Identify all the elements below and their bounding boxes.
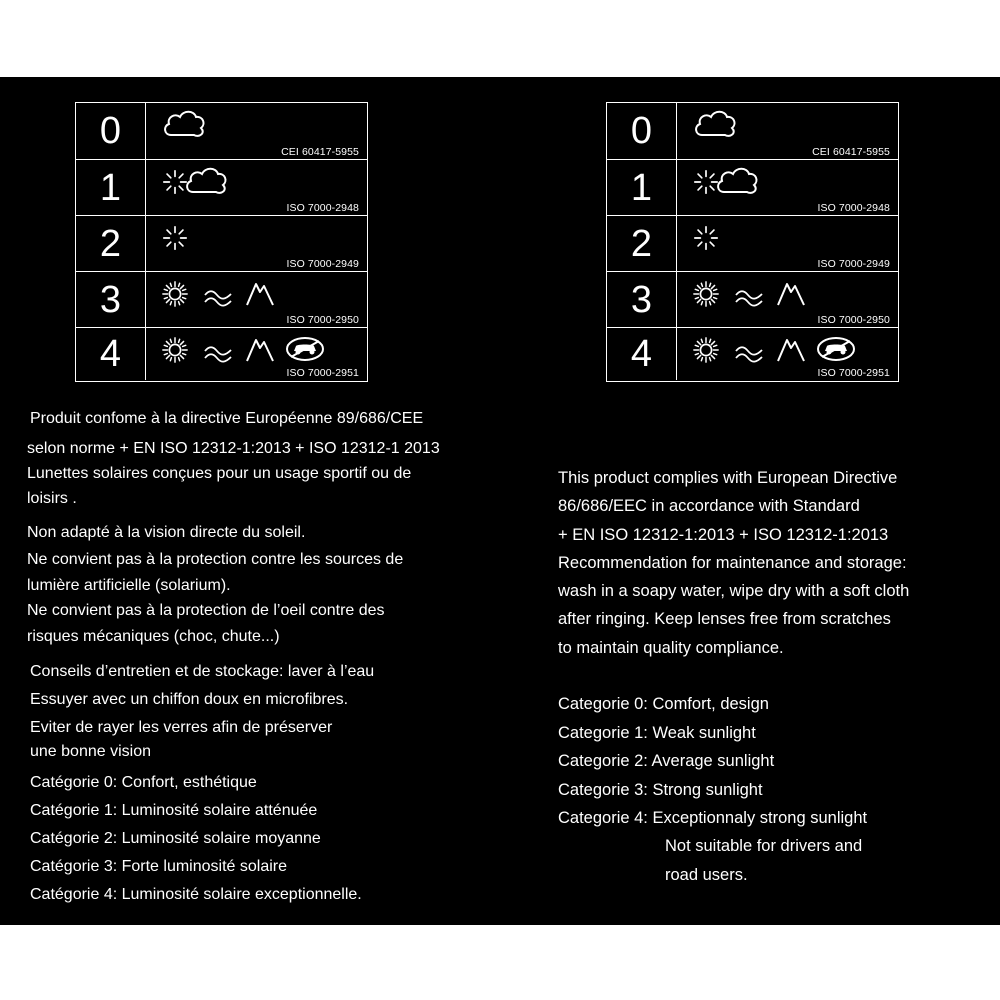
french-line: Catégorie 4: Luminosité solaire exceptionnelle. xyxy=(30,886,362,903)
cloud-icon xyxy=(692,109,738,139)
english-line: This product complies with European Directive xyxy=(558,469,898,487)
french-line: Non adapté à la vision directe du soleil. xyxy=(27,524,306,541)
english-line: Recommendation for maintenance and storage: xyxy=(558,554,907,572)
french-line: Produit confome à la directive Européenne 89/686/CEE xyxy=(30,410,424,427)
french-line: lumière artificielle (solarium). xyxy=(27,577,231,594)
instructions-panel xyxy=(0,77,1000,925)
sun-icon xyxy=(161,336,189,364)
english-line: Categorie 3: Strong sunlight xyxy=(558,781,763,799)
category-code: ISO 7000-2948 xyxy=(286,202,359,214)
category-row-2 xyxy=(76,215,367,271)
french-line: une bonne vision xyxy=(30,743,151,760)
category-row-4 xyxy=(607,327,898,380)
english-line: Categorie 0: Comfort, design xyxy=(558,695,769,713)
category-code: ISO 7000-2950 xyxy=(286,314,359,326)
french-line: Catégorie 1: Luminosité solaire atténuée xyxy=(30,802,318,819)
english-line: 86/686/EEC in accordance with Standard xyxy=(558,497,860,515)
category-number: 4 xyxy=(607,328,677,380)
water-icon xyxy=(203,343,233,363)
english-line: Categorie 1: Weak sunlight xyxy=(558,724,756,742)
water-icon xyxy=(203,287,233,307)
category-code: ISO 7000-2948 xyxy=(817,202,890,214)
english-line: road users. xyxy=(665,866,748,884)
category-number: 1 xyxy=(607,160,677,215)
category-row-4 xyxy=(76,327,367,380)
no-driving-icon xyxy=(816,336,856,362)
english-line: wash in a soapy water, wipe dry with a soft cloth xyxy=(558,582,910,600)
english-line: Categorie 4: Exceptionnaly strong sunlight xyxy=(558,809,868,827)
french-line: Ne convient pas à la protection contre les sources de xyxy=(27,551,404,568)
no-driving-icon xyxy=(285,336,325,362)
french-line: Catégorie 2: Luminosité solaire moyanne xyxy=(30,830,321,847)
category-code: ISO 7000-2949 xyxy=(817,258,890,270)
water-icon xyxy=(734,343,764,363)
category-table-english xyxy=(606,102,899,382)
category-number: 4 xyxy=(76,328,146,380)
category-row-1 xyxy=(607,159,898,215)
mountain-icon xyxy=(245,334,275,364)
sun-icon xyxy=(161,280,189,308)
french-line: Ne convient pas à la protection de l’oeil contre des xyxy=(27,602,385,619)
sun-icon xyxy=(692,280,720,308)
french-line: risques mécaniques (choc, chute...) xyxy=(27,628,280,645)
category-number: 3 xyxy=(76,272,146,327)
category-number: 3 xyxy=(607,272,677,327)
sun-icon xyxy=(692,336,720,364)
category-number: 0 xyxy=(76,103,146,159)
category-row-1 xyxy=(76,159,367,215)
category-code: ISO 7000-2951 xyxy=(286,367,359,379)
category-row-2 xyxy=(607,215,898,271)
french-line: selon norme + EN ISO 12312-1:2013 + ISO 12312-1 2013 xyxy=(27,440,440,457)
english-line: + EN ISO 12312-1:2013 + ISO 12312-1:2013 xyxy=(558,526,889,544)
french-line: loisirs . xyxy=(27,490,77,507)
english-line: Categorie 2: Average sunlight xyxy=(558,752,775,770)
french-line: Eviter de rayer les verres afin de préserver xyxy=(30,719,333,736)
category-code: CEI 60417-5955 xyxy=(281,146,359,158)
sun-rays-icon xyxy=(161,224,189,252)
english-line: Not suitable for drivers and xyxy=(665,837,863,855)
cloud-icon xyxy=(714,166,760,196)
category-code: ISO 7000-2951 xyxy=(817,367,890,379)
category-number: 2 xyxy=(76,216,146,271)
french-line: Essuyer avec un chiffon doux en microfibres. xyxy=(30,691,349,708)
category-row-3 xyxy=(607,271,898,327)
french-line: Catégorie 0: Confort, esthétique xyxy=(30,774,257,791)
category-row-3 xyxy=(76,271,367,327)
category-row-0 xyxy=(76,103,367,159)
mountain-icon xyxy=(776,334,806,364)
cloud-icon xyxy=(183,166,229,196)
category-number: 0 xyxy=(607,103,677,159)
category-number: 2 xyxy=(607,216,677,271)
water-icon xyxy=(734,287,764,307)
category-row-0 xyxy=(607,103,898,159)
mountain-icon xyxy=(776,278,806,308)
category-code: CEI 60417-5955 xyxy=(812,146,890,158)
category-table-french xyxy=(75,102,368,382)
french-line: Lunettes solaires conçues pour un usage sportif ou de xyxy=(27,465,412,482)
english-line: to maintain quality compliance. xyxy=(558,639,784,657)
category-code: ISO 7000-2950 xyxy=(817,314,890,326)
french-line: Conseils d’entretien et de stockage: laver à l’eau xyxy=(30,663,375,680)
category-number: 1 xyxy=(76,160,146,215)
french-line: Catégorie 3: Forte luminosité solaire xyxy=(30,858,288,875)
mountain-icon xyxy=(245,278,275,308)
cloud-icon xyxy=(161,109,207,139)
english-line: after ringing. Keep lenses free from scratches xyxy=(558,610,891,628)
category-code: ISO 7000-2949 xyxy=(286,258,359,270)
sun-rays-icon xyxy=(692,224,720,252)
